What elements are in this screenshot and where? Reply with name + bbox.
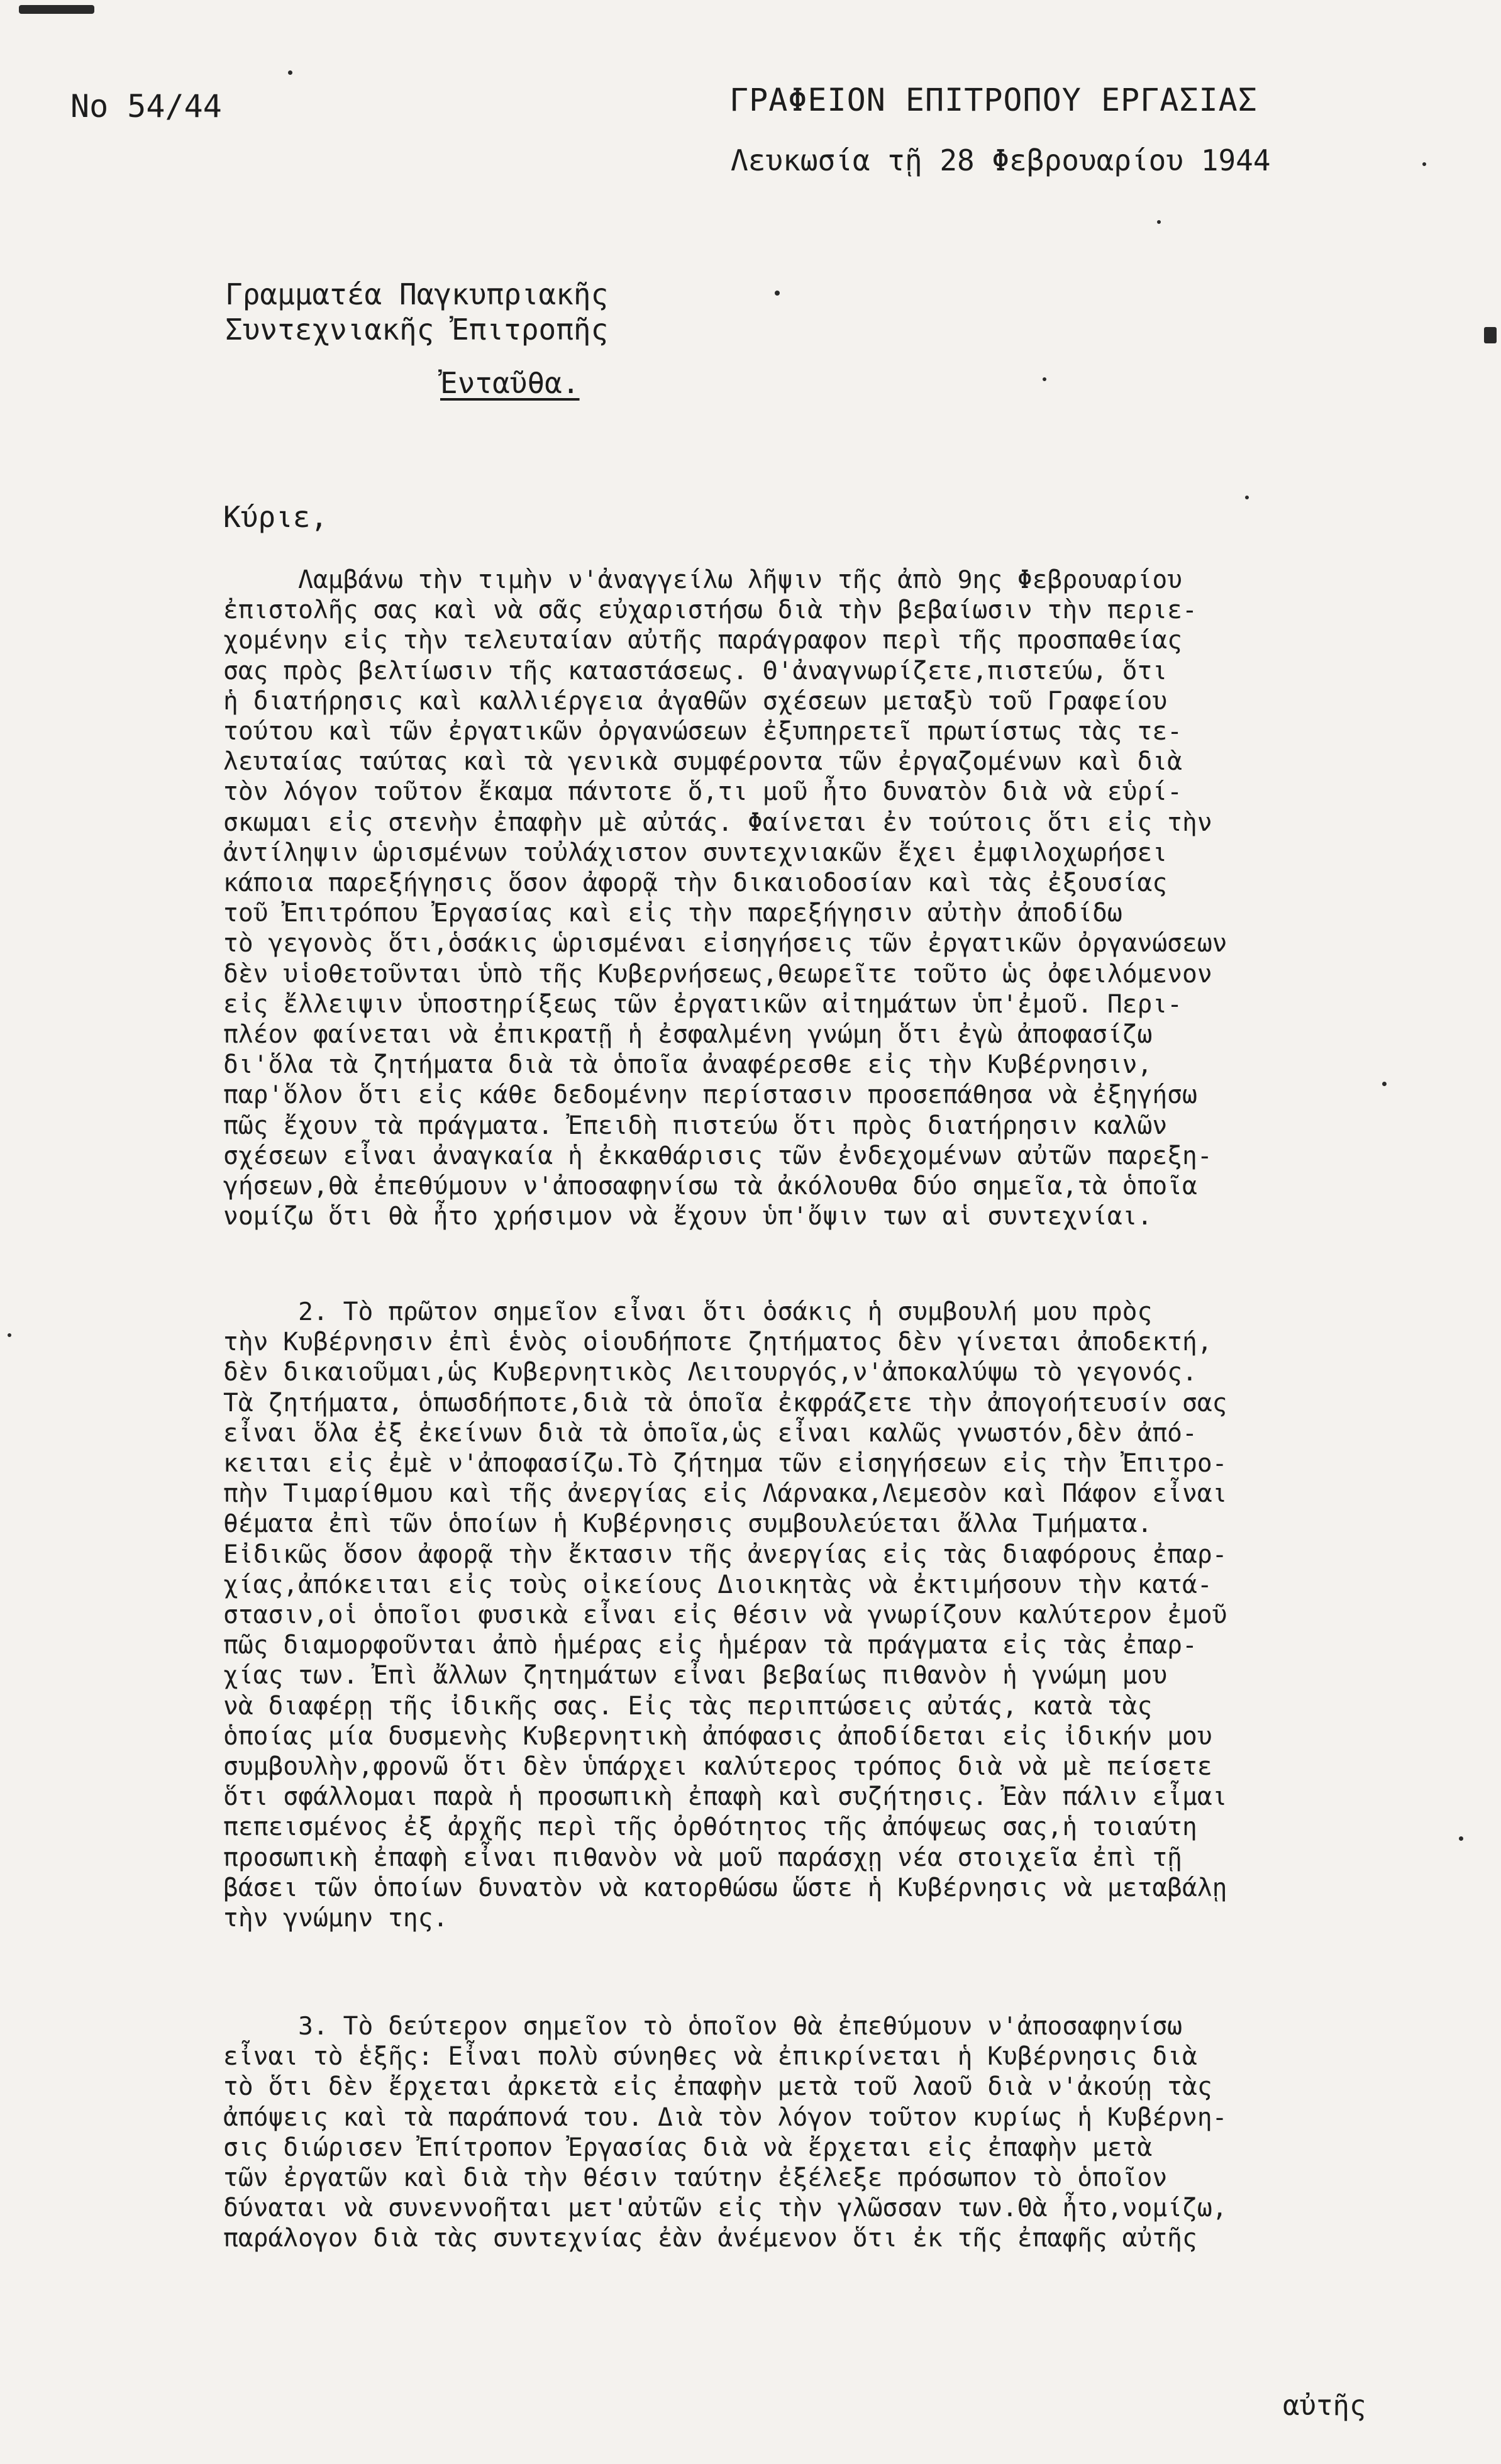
paragraph-2: 2. Τὸ πρῶτον σημεῖον εἶναι ὅτι ὁσάκις ἡ συμβουλή μου πρὸς τὴν Κυβέρνησιν ἐπὶ ἑνὸς οἱουδήποτε ζητήματος δὲν γίνεται ἀποδεκτή, δὲν δικαιοῦμαι,ὡς Κυβερνητικὸς Λειτουργός,ν'ἀποκαλύψω τὸ γεγονός. Τὰ ζητήματα, ὁπωσδήποτε,διὰ τὰ ὁποῖα ἐκφράζετε τὴν ἀπογοήτευσίν σας εἶναι ὅλα ἐξ ἐκείνων διὰ τὰ ὁποῖα,ὡς εἶναι καλῶς γνωστόν,δὲν ἀπό- κειται εἰς ἐμὲ ν'ἀποφασίζω.Τὸ ζήτημα τῶν εἰσηγήσεων εἰς τὴν Ἐπιτρο- πὴν Τιμαρίθμου καὶ τῆς ἀνεργίας εἰς Λάρνακα,Λεμεσὸν καὶ Πάφον εἶναι θέματα ἐπὶ τῶν ὁποίων ἡ Κυβέρνησις συμβουλεύεται ἄλλα Τμήματα. Εἰδικῶς ὅσον ἀφορᾷ τὴν ἔκτασιν τῆς ἀνεργίας εἰς τὰς διαφόρους ἐπαρ- χίας,ἀπόκειται εἰς τοὺς οἰκείους Διοικητὰς νὰ ἐκτιμήσουν τὴν κατά- στασιν,οἱ ὁποῖοι φυσικὰ εἶναι εἰς θέσιν νὰ γνωρίζουν καλύτερον ἐμοῦ πῶς διαμορφοῦνται ἀπὸ ἡμέρας εἰς ἡμέραν τὰ πράγματα εἰς τὰς ἐπαρ- χίας των. Ἐπὶ ἄλλων ζητημάτων εἶναι βεβαίως πιθανὸν ἡ γνώμη μου νὰ διαφέρῃ τῆς ἰδικῆς σας. Εἰς τὰς περιπτώσεις αὐτάς, κατὰ τὰς ὁποίας μία δυσμενὴς Κυβερνητικὴ ἀπόφασις ἀποδίδεται εἰς ἰδικήν μου συμβουλὴν,φρονῶ ὅτι δὲν ὑπάρχει καλύτερος τρόπος διὰ νὰ μὲ πείσετε ὅτι σφάλλομαι παρὰ ἡ προσωπικὴ ἐπαφὴ καὶ συζήτησις. Ἐὰν πάλιν εἶμαι πεπεισμένος ἐξ ἀρχῆς περὶ τῆς ὀρθότητος τῆς ἀπόψεως σας,ἡ τοιαύτη προσωπικὴ ἐπαφὴ εἶναι πιθανὸν νὰ μοῦ παράσχῃ νέα στοιχεῖα ἐπὶ τῇ βάσει τῶν ὁποίων δυνατὸν νὰ κατορθώσω ὥστε ἡ Κυβέρνησις νὰ μεταβάλῃ τὴν γνώμην της. <box>223 1297 1227 1933</box>
scan-speck <box>775 291 780 296</box>
scan-speck <box>1043 377 1046 381</box>
salutation: Κύριε, <box>223 500 328 534</box>
scan-speck <box>1422 162 1426 166</box>
dateline: Λευκωσία τῇ 28 Φεβρουαρίου 1944 <box>731 143 1271 177</box>
catchword: αὐτῆς <box>1283 2390 1366 2422</box>
scan-speck <box>1157 220 1161 224</box>
recipient-line: Γραμματέα Παγκυπριακῆς <box>225 277 609 311</box>
scan-speck <box>288 70 292 75</box>
recipient-place: Ἐνταῦθα. <box>440 366 580 400</box>
recipient-block <box>225 277 608 347</box>
office-title: ΓΡΑΦΕΙΟΝ ΕΠΙΤΡΟΠΟΥ ΕΡΓΑΣΙΑΣ <box>729 82 1258 118</box>
scan-speck <box>1484 327 1497 343</box>
reference-number: No 54/44 <box>70 88 222 125</box>
recipient-line: Συντεχνιακῆς Ἐπιτροπῆς <box>225 313 609 347</box>
scan-speck <box>8 1333 11 1337</box>
paragraph-1: Λαμβάνω τὴν τιμὴν ν'ἀναγγείλω λῆψιν τῆς ἀπὸ 9ης Φεβρουαρίου ἐπιστολῆς σας καὶ νὰ σᾶς εὐχαριστήσω διὰ τὴν βεβαίωσιν τὴν περιε- χομένην εἰς τὴν τελευταίαν αὐτῆς παράγραφον περὶ τῆς προσπαθείας σας πρὸς βελτίωσιν τῆς καταστάσεως. Θ'ἀναγνωρίζετε,πιστεύω, ὅτι ἡ διατήρησις καὶ καλλιέργεια ἀγαθῶν σχέσεων μεταξὺ τοῦ Γραφείου τούτου καὶ τῶν ἐργατικῶν ὀργανώσεων ἐξυπηρετεῖ πρωτίστως τὰς τε- λευταίας ταύτας καὶ τὰ γενικὰ συμφέροντα τῶν ἐργαζομένων καὶ διὰ τὸν λόγον τοῦτον ἔκαμα πάντοτε ὅ,τι μοῦ ἦτο δυνατὸν διὰ νὰ εὑρί- σκωμαι εἰς στενὴν ἐπαφὴν μὲ αὐτάς. Φαίνεται ἐν τούτοις ὅτι εἰς τὴν ἀντίληψιν ὡρισμένων τοὐλάχιστον συντεχνιακῶν ἔχει ἐμφιλοχωρήσει κάποια παρεξήγησις ὅσον ἀφορᾷ τὴν δικαιοδοσίαν καὶ τὰς ἐξουσίας τοῦ Ἐπιτρόπου Ἐργασίας καὶ εἰς τὴν παρεξήγησιν αὐτὴν ἀποδίδω τὸ γεγονὸς ὅτι,ὁσάκις ὡρισμέναι εἰσηγήσεις τῶν ἐργατικῶν ὀργανώσεων δὲν υἱοθετοῦνται ὑπὸ τῆς Κυβερνήσεως,θεωρεῖτε τοῦτο ὡς ὀφειλόμενον εἰς ἔλλειψιν ὑποστηρίξεως τῶν ἐργατικῶν αἰτημάτων ὑπ'ἐμοῦ. Περι- πλέον φαίνεται νὰ ἐπικρατῇ ἡ ἐσφαλμένη γνώμη ὅτι ἐγὼ ἀποφασίζω δι'ὅλα τὰ ζητήματα διὰ τὰ ὁποῖα ἀναφέρεσθε εἰς τὴν Κυβέρνησιν, παρ'ὅλον ὅτι εἰς κάθε δεδομένην περίστασιν προσεπάθησα νὰ ἐξηγήσω πῶς ἔχουν τὰ πράγματα. Ἐπειδὴ πιστεύω ὅτι πρὸς διατήρησιν καλῶν σχέσεων εἶναι ἀναγκαία ἡ ἐκκαθάρισις τῶν ἐνδεχομένων αὐτῶν παρεξη- γήσεων,θὰ ἐπεθύμουν ν'ἀποσαφηνίσω τὰ ἀκόλουθα δύο σημεῖα,τὰ ὁποῖα νομίζω ὅτι θὰ ἦτο χρήσιμον νὰ ἔχουν ὑπ'ὄψιν των αἱ συντεχνίαι. <box>223 565 1227 1231</box>
scan-speck <box>19 5 94 14</box>
paragraph-3: 3. Τὸ δεύτερον σημεῖον τὸ ὁποῖον θὰ ἐπεθύμουν ν'ἀποσαφηνίσω εἶναι τὸ ἑξῆς: Εἶναι πολὺ σύνηθες νὰ ἐπικρίνεται ἡ Κυβέρνησις διὰ τὸ ὅτι δὲν ἔρχεται ἀρκετὰ εἰς ἐπαφὴν μετὰ τοῦ λαοῦ διὰ ν'ἀκούῃ τὰς ἀπόψεις καὶ τὰ παράπονά του. Διὰ τὸν λόγον τοῦτον κυρίως ἡ Κυβέρνη- σις διώρισεν Ἐπίτροπον Ἐργασίας διὰ νὰ ἔρχεται εἰς ἐπαφὴν μετὰ τῶν ἐργατῶν καὶ διὰ τὴν θέσιν ταύτην ἐξέλεξε πρόσωπον τὸ ὁποῖον δύναται νὰ συνεννοῆται μετ'αὐτῶν εἰς τὴν γλῶσσαν των.Θὰ ἦτο,νομίζω, παράλογον διὰ τὰς συντεχνίας ἐὰν ἀνέμενον ὅτι ἐκ τῆς ἐπαφῆς αὐτῆς <box>223 2012 1227 2253</box>
scan-speck <box>1245 496 1249 499</box>
